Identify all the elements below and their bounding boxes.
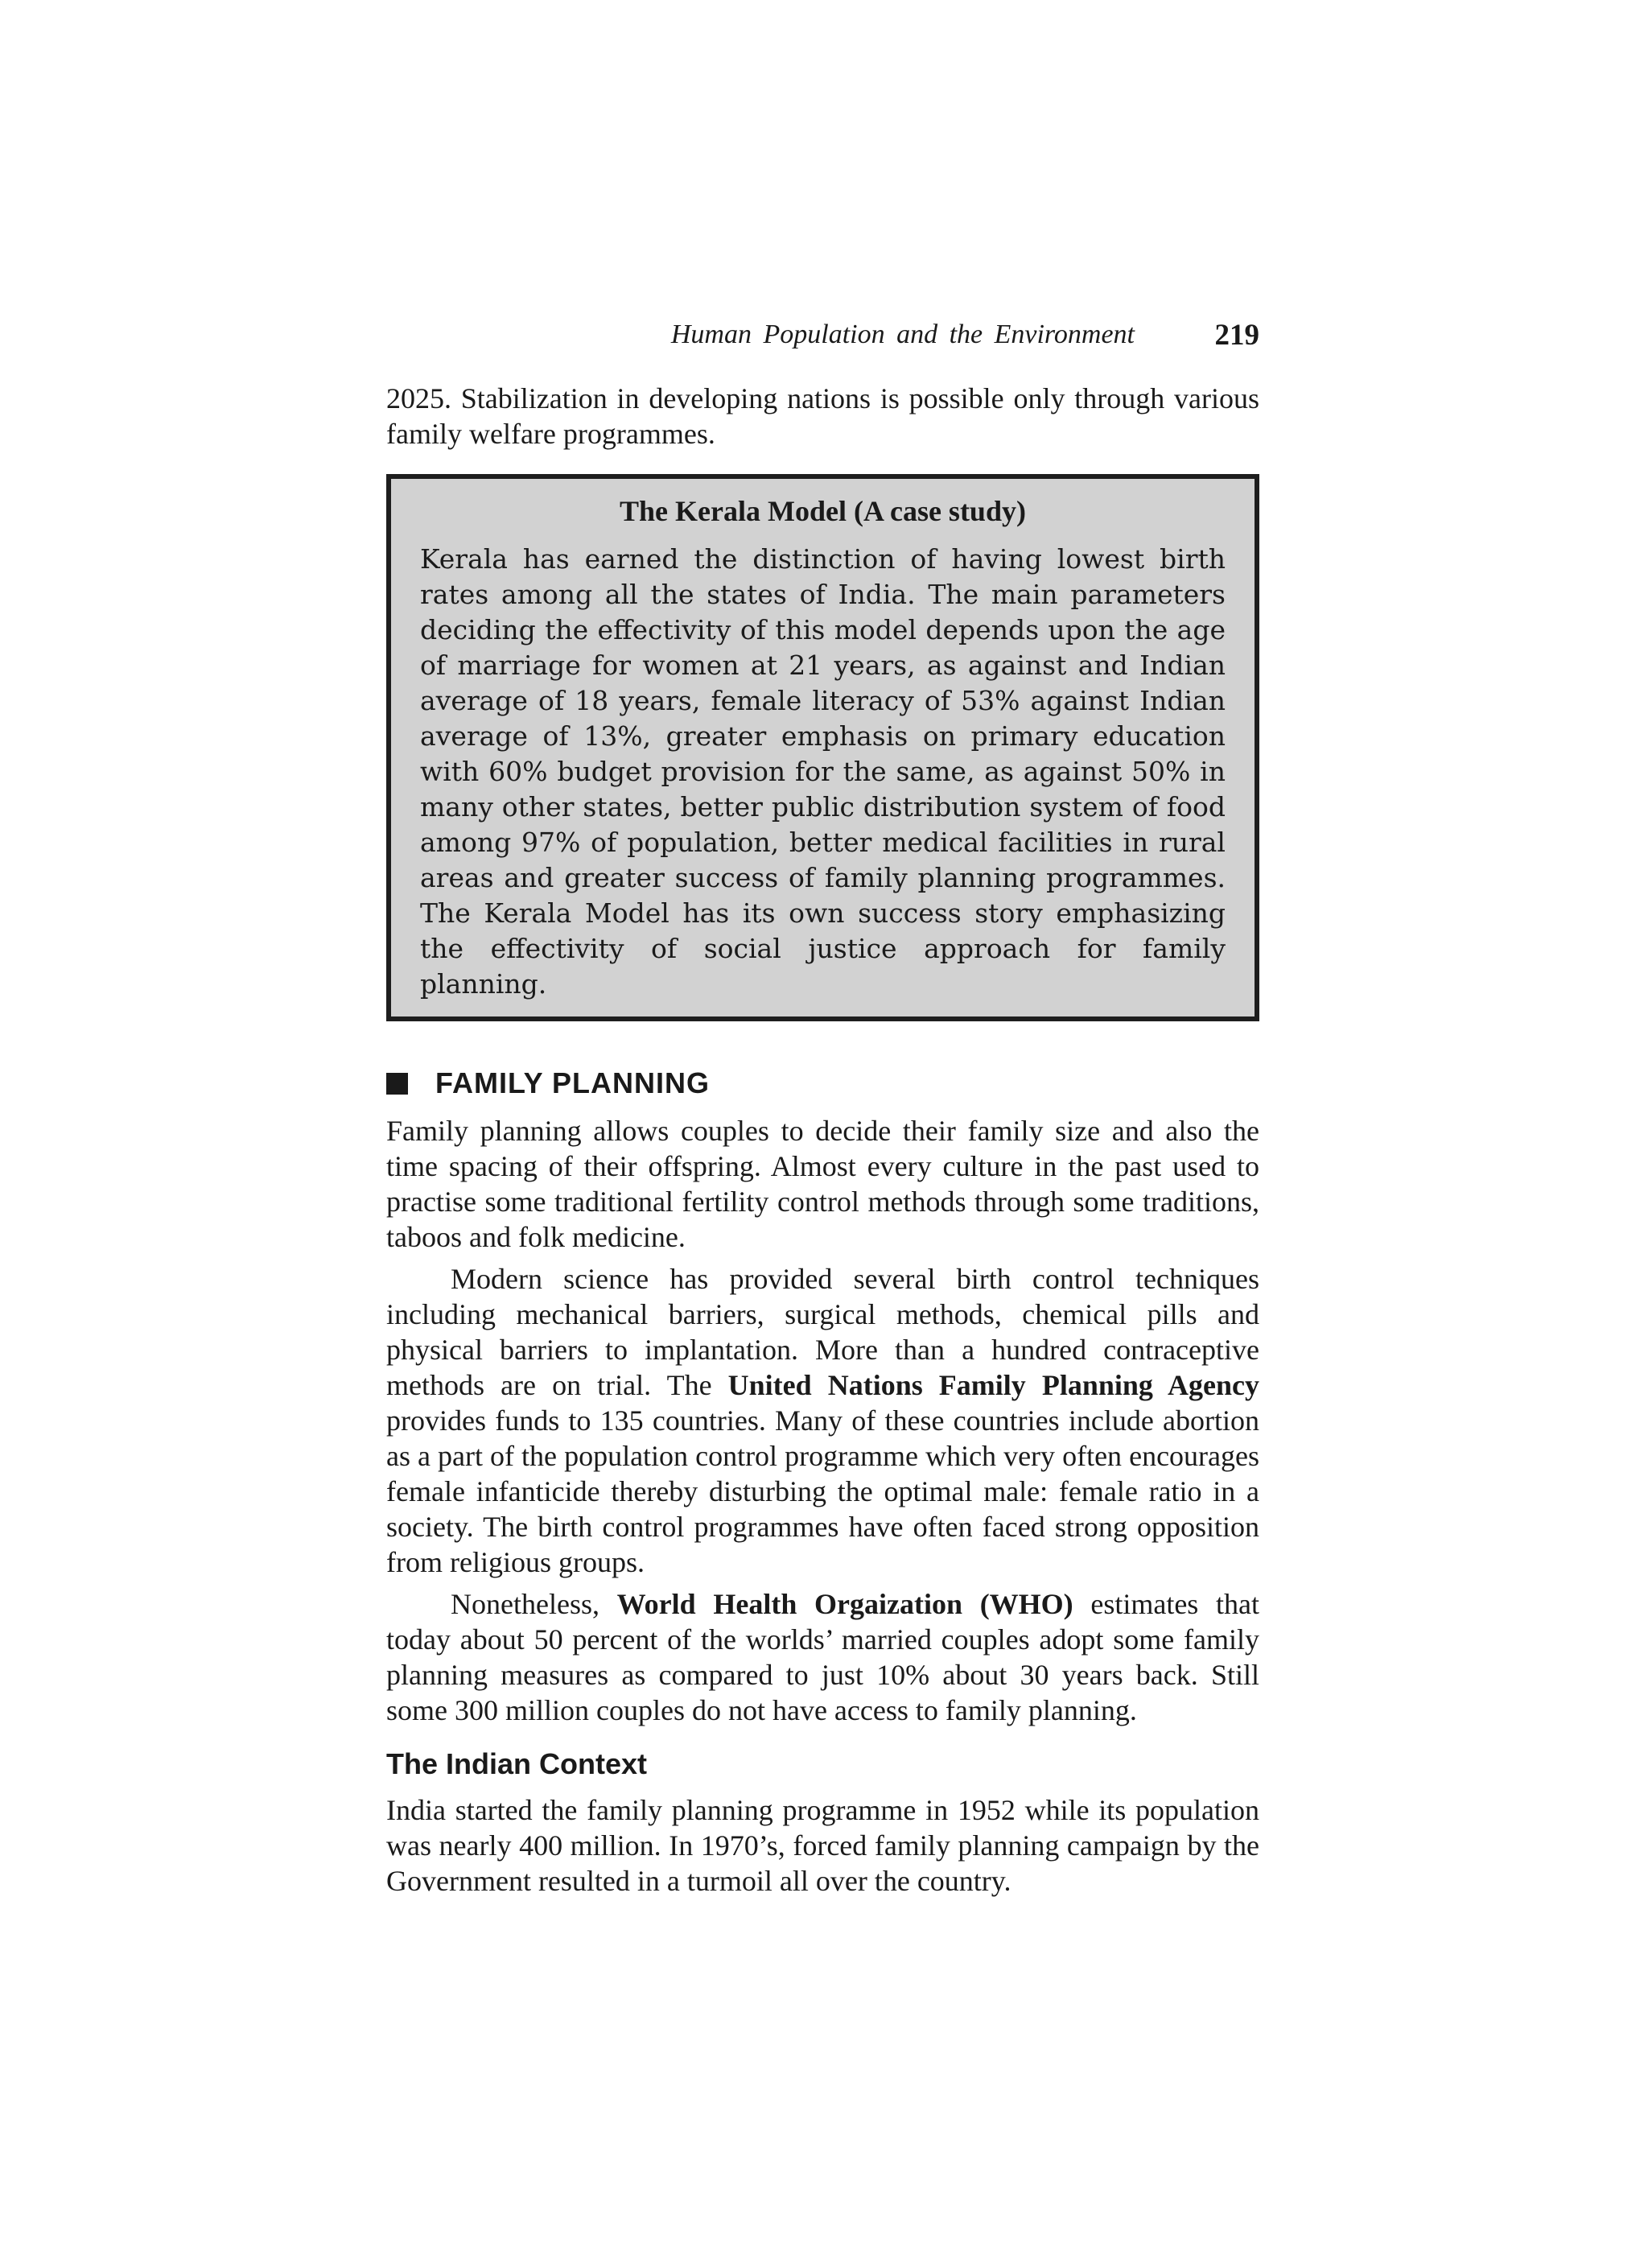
intro-paragraph: 2025. Stabilization in developing nations is possible only through various family welfare programmes. xyxy=(386,382,1259,450)
bold-term-unfpa: United Nations Family Planning Agency xyxy=(727,1369,1259,1401)
bold-term-who: World Health Orgaization (WHO) xyxy=(616,1588,1073,1620)
running-title: Human Population and the Environment xyxy=(670,320,1135,349)
case-study-box xyxy=(386,474,1259,1021)
page-number: 219 xyxy=(1214,319,1259,352)
family-planning-paragraph-2 xyxy=(386,1261,1259,1580)
paragraph-text: estimates that today about 50 percent of the worlds’ married couples adopt some family planning measures as compared to just 10% about 30 years back. Still some 300 million couples do not have access to family planning. xyxy=(386,1588,1259,1726)
subheading-indian-context: The Indian Context xyxy=(386,1747,647,1780)
paragraph-text: provides funds to 135 countries. Many of these countries include abortion as a part of the population control programme which very often encourages female infanticide thereby disturbing the optimal male: female ratio in a society. The birth control programmes have often faced strong opposition from religious groups. xyxy=(386,1404,1259,1578)
section-heading-family-planning xyxy=(386,1063,1259,1103)
case-study-text: Kerala has earned the distinction of having lowest birth rates among all the states of India. The main parameters deciding the effectivity of this model depends upon the age of marriage for women at 21 years, as against and Indian average of 18 years, female literacy of 53% against Indian average of 13%, greater emphasis on primary education with 60% budget provision for the same, as against 50% in many other states, better public distribution system of food among 97% of population, better medical facilities in rural areas and greater success of family planning programmes. The Kerala Model has its own success story emphasizing the effectivity of social justice approach for family planning. xyxy=(420,543,1226,1000)
paragraph-text: Nonetheless, xyxy=(451,1588,617,1620)
book-page xyxy=(386,318,1259,1899)
family-planning-paragraph-3 xyxy=(386,1586,1259,1728)
indian-context-paragraph: India started the family planning programme in 1952 while its population was nearly 400 million. In 1970’s, forced family planning campaign by the Government resulted in a turmoil all over the country. xyxy=(386,1794,1259,1897)
square-bullet-icon xyxy=(386,1073,408,1095)
paragraph-text: Modern science has provided several birth control techniques including mechanical barriers, surgical methods, chemical pills and physical barriers to implantation. More than a hundred contraceptive methods are on trial. The xyxy=(386,1263,1259,1401)
running-head xyxy=(386,318,1259,360)
section-heading-text: FAMILY PLANNING xyxy=(435,1066,711,1099)
family-planning-paragraph-1: Family planning allows couples to decide their family size and also the time spacing of their offspring. Almost every culture in the past used to practise some traditional fertility control methods through some traditions, taboos and folk medicine. xyxy=(386,1115,1259,1253)
case-study-title: The Kerala Model (A case study) xyxy=(620,495,1026,527)
